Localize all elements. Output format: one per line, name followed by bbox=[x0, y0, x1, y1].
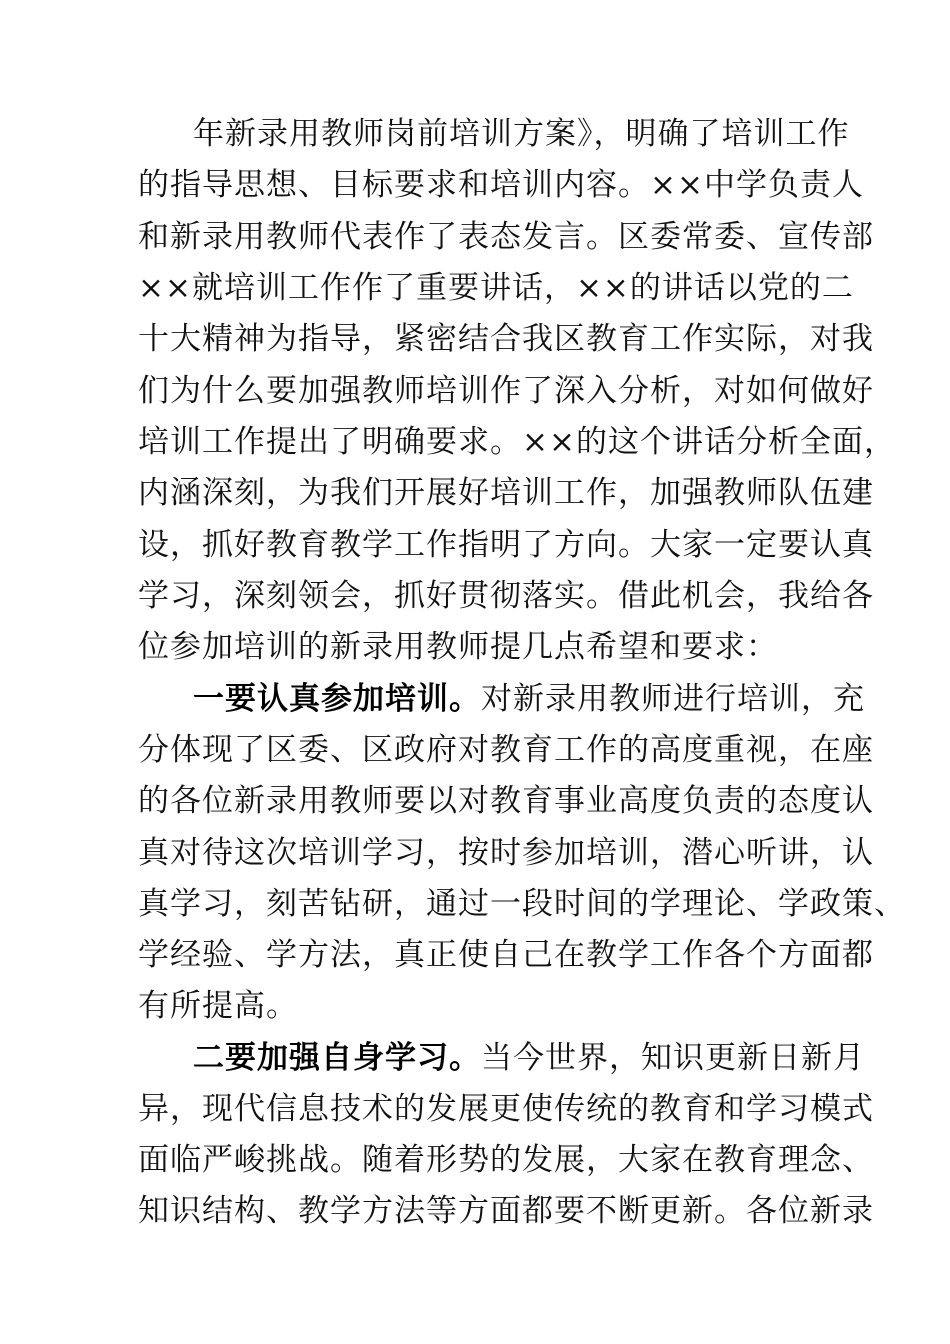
section-first-line bbox=[193, 673, 865, 725]
section-heading: 一要认真参加培训。 bbox=[193, 681, 481, 717]
text-line: 真学习，刻苦钻研，通过一段时间的学理论、学政策、 bbox=[138, 886, 906, 922]
text-line: 培训工作提出了明确要求。××的这个讲话分析全面， bbox=[138, 424, 896, 460]
section-heading: 二要加强自身学习。 bbox=[193, 1040, 481, 1076]
text-line: 学习，深刻领会，抓好贯彻落实。借此机会，我给各 bbox=[138, 578, 874, 614]
text-line: 年新录用教师岗前培训方案》，明确了培训工作 bbox=[193, 116, 850, 152]
text-line: 知识结构、教学方法等方面都要不断更新。各位新录 bbox=[138, 1193, 874, 1229]
text-line: 们为什么要加强教师培训作了深入分析，对如何做好 bbox=[138, 373, 874, 409]
text-line: 的各位新录用教师要以对教育事业高度负责的态度认 bbox=[138, 783, 874, 819]
text-line: 设，抓好教育教学工作指明了方向。大家一定要认真 bbox=[138, 527, 874, 563]
section-first-line bbox=[193, 1032, 865, 1084]
text-line: 真对待这次培训学习，按时参加培训，潜心听讲，认 bbox=[138, 835, 874, 871]
text-line: 异，现代信息技术的发展更使传统的教育和学习模式 bbox=[138, 1091, 874, 1127]
text-line: ××就培训工作作了重要讲话，××的讲话以党的二 bbox=[138, 270, 854, 306]
text-line: 和新录用教师代表作了表态发言。区委常委、宣传部 bbox=[138, 219, 874, 255]
section-text: 当今世界，知识更新日新月 bbox=[481, 1040, 865, 1076]
text-line: 位参加培训的新录用教师提几点希望和要求： bbox=[138, 629, 778, 665]
text-line: 十大精神为指导，紧密结合我区教育工作实际，对我 bbox=[138, 321, 874, 357]
text-line: 内涵深刻，为我们开展好培训工作，加强教师队伍建 bbox=[138, 475, 874, 511]
text-line: 面临严峻挑战。随着形势的发展，大家在教育理念、 bbox=[138, 1142, 874, 1178]
text-line: 有所提高。 bbox=[138, 988, 298, 1024]
text-line: 学经验、学方法，真正使自己在教学工作各个方面都 bbox=[138, 937, 874, 973]
text-line: 分体现了区委、区政府对教育工作的高度重视，在座 bbox=[138, 732, 874, 768]
text-line: 的指导思想、目标要求和培训内容。××中学负责人 bbox=[138, 167, 864, 203]
section-text: 对新录用教师进行培训，充 bbox=[481, 681, 865, 717]
